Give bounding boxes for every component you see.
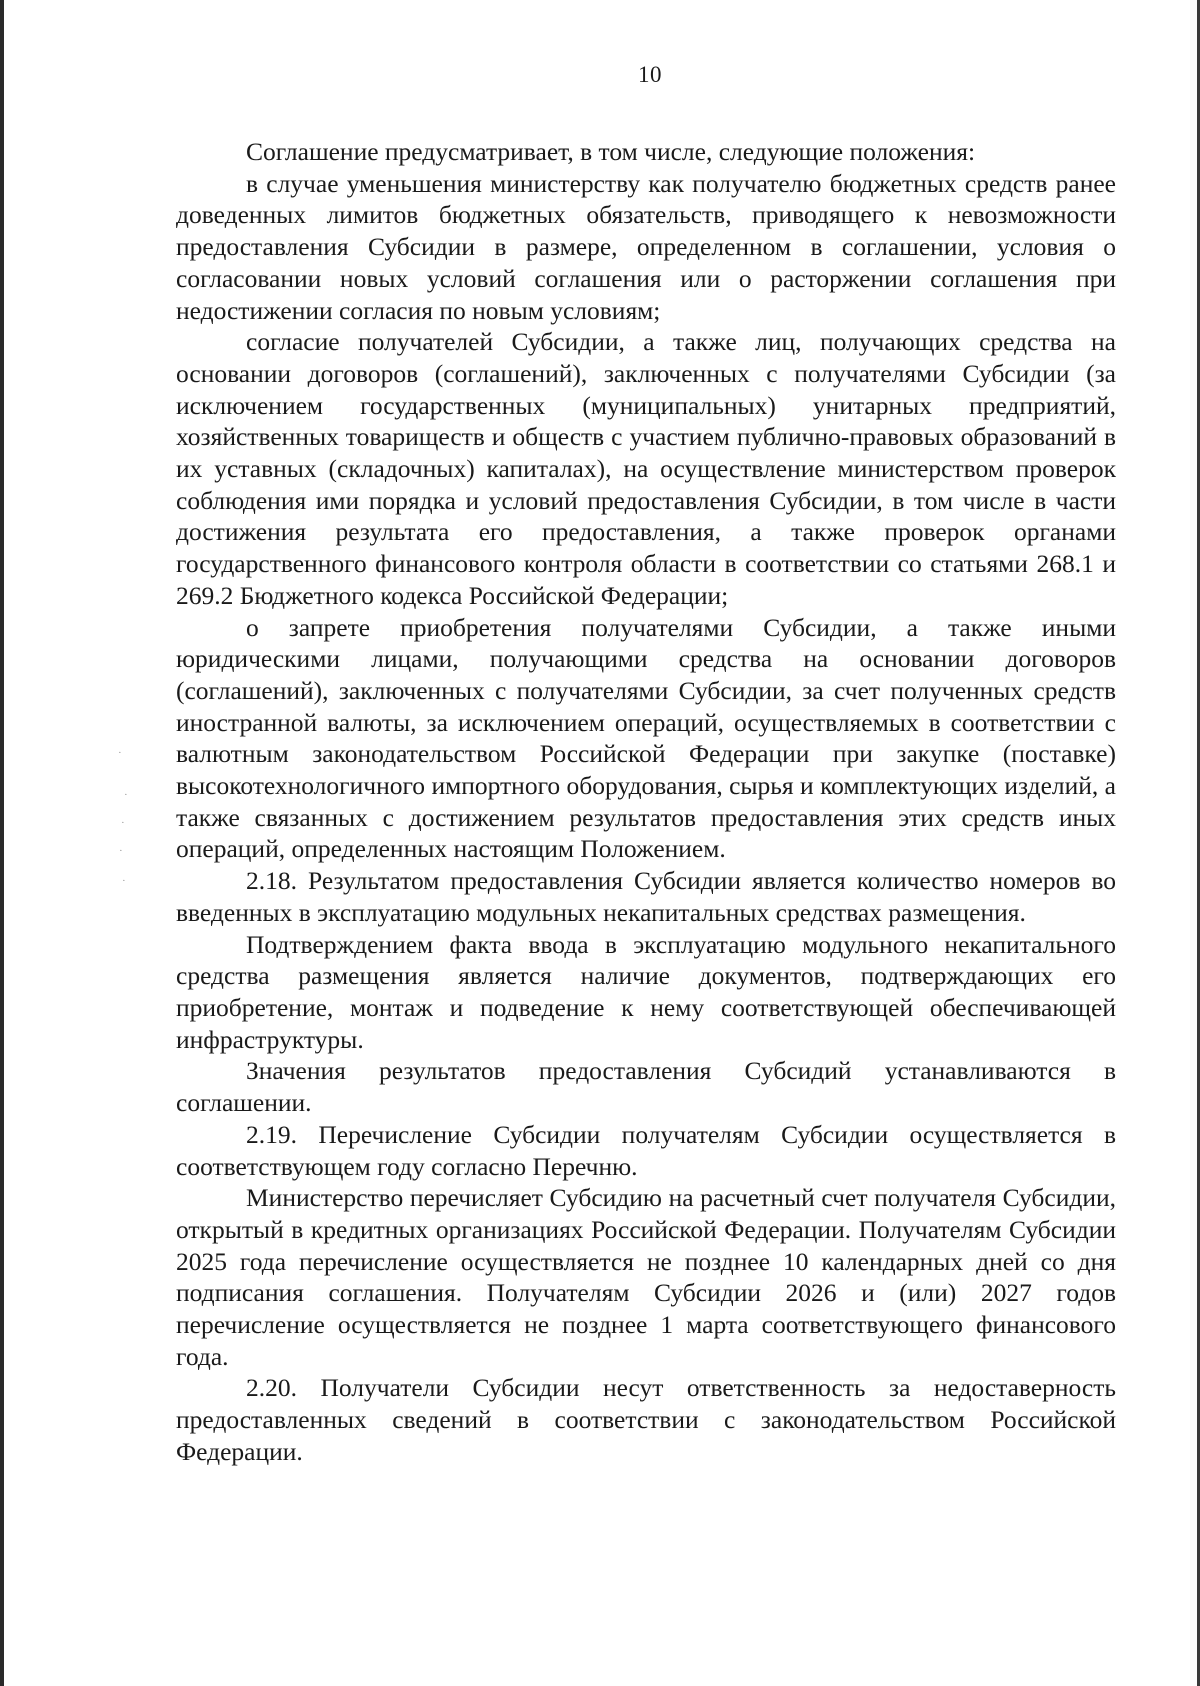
scan-speck: · [124,789,128,801]
paragraph-2-18: 2.18. Результатом предоставления Субсидии является количество номеров во введенных в эксплуатацию модульных некапитальных средствах размещения. [176,866,1116,927]
scan-border-left [0,0,4,1686]
scan-speck: · [119,845,123,857]
paragraph-2-20: 2.20. Получатели Субсидии несут ответственность за недоставерность предоставленных сведений в соответствии с законодательством Российской Федерации. [176,1373,1116,1466]
scan-speck: · [122,875,126,887]
paragraph-consent-inspections: согласие получателей Субсидии, а также лиц, получающих средства на основании договоров (соглашений), заключенных с получателями Субсидии (за исключением государственных (муниципальных) унитарных предприятий, хозяйственных товариществ и обществ с участием публично-правовых образований в их уставных (складочных) капиталах), на осуществление министерством проверок соблюдения ими порядка и условий предоставления Субсидии, в том числе в части достижения результата его предоставления, а также проверок органами государственного финансового контроля области в соответствии со статьями 268.1 и 269.2 Бюджетного кодекса Российской Федерации; [176,327,1116,610]
paragraph-commissioning-proof: Подтверждением факта ввода в эксплуатацию модульного некапитального средства размещения является наличие документов, подтверждающих его приобретение, монтаж и подведение к нему соответствующей обеспечивающей инфраструктуры. [176,929,1116,1054]
paragraph-2-19: 2.19. Перечисление Субсидии получателям Субсидии осуществляется в соответствующем году согласно Перечню. [176,1119,1116,1181]
paragraph-transfer-terms: Министерство перечисляет Субсидию на расчетный счет получателя Субсидии, открытый в кредитных организациях Российской Федерации. Получателям Субсидии 2025 года перечисление осуществляется не позднее 10 календарных дней со дня подписания соглашения. Получателям Субсидии 2026 и (или) 2027 годов перечисление осуществляется не позднее 1 марта соответствующего финансового года. [176,1183,1116,1371]
page-number: 10 [638,62,662,87]
document-body [176,136,1116,1468]
paragraph-budget-limits: в случае уменьшения министерству как получателю бюджетных средств ранее доведенных лимитов бюджетных обязательств, приводящего к невозможности предоставления Субсидии в размере, определенном в соглашении, условия о согласовании новых условий соглашения или о расторжении соглашения при недостижении согласия по новым условиям; [176,168,1116,325]
paragraph-intro: Соглашение предусматривает, в том числе, следующие положения: [246,137,976,166]
paragraph-currency-ban: о запрете приобретения получателями Субсидии, а также иными юридическими лицами, получающими средства на основании договоров (соглашений), заключенных с получателями Субсидии, за счет полученных средств иностранной валюты, за исключением операций, осуществляемых в соответствии с валютным законодательством Российской Федерации при закупке (поставке) высокотехнологичного импортного оборудования, сырья и комплектующих изделий, а также связанных с достижением результатов предоставления этих средств иных операций, определенных настоящим Положением. [176,612,1116,864]
scan-speck: · [121,817,125,829]
scan-speck: · [118,747,122,759]
paragraph-result-values: Значения результатов предоставления Субсидий устанавливаются в соглашении. [176,1056,1116,1118]
